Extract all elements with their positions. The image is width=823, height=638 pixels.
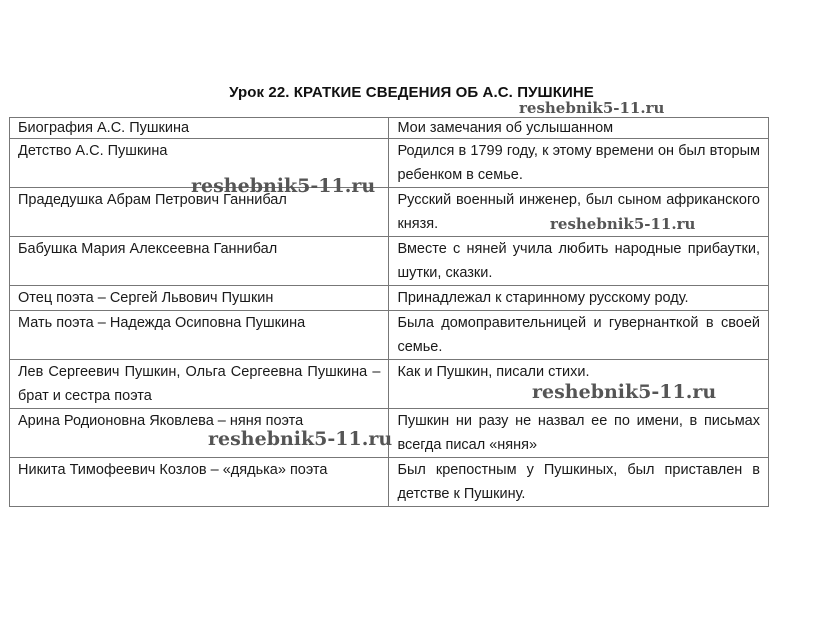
watermark-text: reshebnik5-11.ru xyxy=(191,175,376,197)
notes-cell: Была домоправительницей и гувернанткой в своей семье. xyxy=(389,311,769,360)
notes-cell: Был крепостным у Пушкиных, был приставлен в детстве к Пушкину. xyxy=(389,458,769,507)
notes-cell: Вместе с няней учила любить народные прибаутки, шутки, сказки. xyxy=(389,237,769,286)
biography-cell: Лев Сергеевич Пушкин, Ольга Сергеевна Пушкина – брат и сестра поэта xyxy=(10,360,389,409)
table-header-row xyxy=(10,118,769,139)
header-biography: Биография А.С. Пушкина xyxy=(10,118,389,139)
biography-table xyxy=(9,117,769,507)
notes-cell: Русский военный инженер, был сыном африканского князя. xyxy=(389,188,769,237)
biography-cell: Арина Родионовна Яковлева – няня поэта xyxy=(10,409,389,458)
watermark-text: reshebnik5-11.ru xyxy=(519,99,665,117)
watermark-text: reshebnik5-11.ru xyxy=(550,215,696,233)
watermark-text: reshebnik5-11.ru xyxy=(208,428,393,450)
page-title: Урок 22. КРАТКИЕ СВЕДЕНИЯ ОБ А.С. ПУШКИНЕ xyxy=(229,84,594,101)
table-row xyxy=(10,409,769,458)
biography-cell: Мать поэта – Надежда Осиповна Пушкина xyxy=(10,311,389,360)
notes-cell: Пушкин ни разу не назвал ее по имени, в письмах всегда писал «няня» xyxy=(389,409,769,458)
table-row xyxy=(10,188,769,237)
notes-cell: Принадлежал к старинному русскому роду. xyxy=(389,286,769,311)
notes-cell: Как и Пушкин, писали стихи. xyxy=(389,360,769,409)
biography-cell: Никита Тимофеевич Козлов – «дядька» поэта xyxy=(10,458,389,507)
notes-cell: Родился в 1799 году, к этому времени он был вторым ребенком в семье. xyxy=(389,139,769,188)
biography-cell: Прадедушка Абрам Петрович Ганнибал xyxy=(10,188,389,237)
biography-cell: Отец поэта – Сергей Львович Пушкин xyxy=(10,286,389,311)
biography-cell: Бабушка Мария Алексеевна Ганнибал xyxy=(10,237,389,286)
table-row xyxy=(10,139,769,188)
table-row xyxy=(10,286,769,311)
table-row xyxy=(10,458,769,507)
table-row xyxy=(10,311,769,360)
table-row xyxy=(10,237,769,286)
table-row xyxy=(10,360,769,409)
watermark-text: reshebnik5-11.ru xyxy=(532,381,717,403)
biography-cell: Детство А.С. Пушкина xyxy=(10,139,389,188)
header-notes: Мои замечания об услышанном xyxy=(389,118,769,139)
